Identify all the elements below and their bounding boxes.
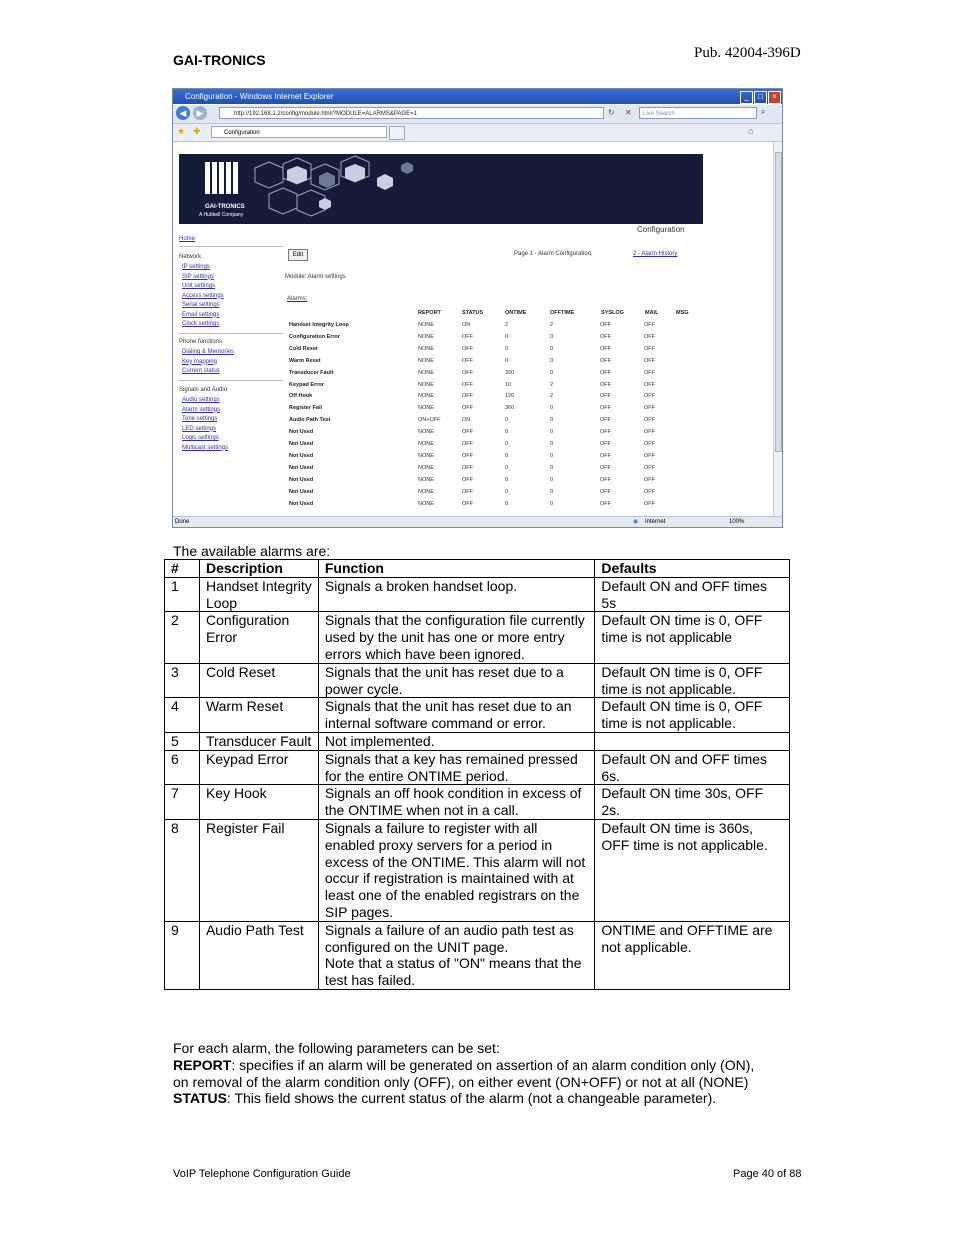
alarm-cell[interactable]: NONE	[418, 381, 434, 388]
cell-text: Signals a failure to register with all enabled proxy servers for a period in excess of the ONTIME. This alarm will not occur if registration is maintained with at least one of the enabled registrars on the SIP pages.	[324, 819, 586, 920]
table-cell	[595, 921, 790, 989]
footer-page-number: Page 40 of 88	[733, 1168, 802, 1180]
nav-link[interactable]: Email settings	[182, 311, 220, 318]
table-cell	[199, 750, 318, 785]
table-cell	[165, 663, 200, 698]
header-description: Description	[199, 560, 318, 578]
back-icon[interactable]: ◀	[176, 106, 190, 120]
table-cell	[199, 698, 318, 733]
alarm-cell[interactable]: NONE	[418, 452, 434, 459]
alarm-cell[interactable]: 2	[550, 393, 554, 400]
report-paragraph	[173, 1057, 773, 1091]
alarm-column-header: MSG	[676, 310, 689, 316]
table-cell	[318, 819, 594, 921]
nav-home-link[interactable]: Home	[179, 236, 196, 242]
table-cell	[595, 612, 790, 663]
alarm-cell[interactable]: OFF	[644, 333, 655, 340]
header-function: Function	[318, 560, 594, 578]
cell-text: Not implemented.	[324, 732, 435, 749]
alarm-cell[interactable]: 360	[505, 405, 515, 412]
alarm-cell[interactable]: 0	[550, 369, 554, 376]
alarm-cell[interactable]: OFF	[462, 345, 473, 352]
table-cell	[165, 612, 200, 663]
cell-text: Signals a broken handset loop.	[324, 577, 518, 594]
table-cell	[595, 819, 790, 921]
alarm-column-header: REPORT	[418, 310, 441, 316]
nav-link[interactable]: Unit settings	[182, 283, 216, 289]
alarm-cell[interactable]: 2	[550, 381, 554, 388]
table-row	[165, 577, 790, 612]
cell-text: Default ON and OFF times 6s.	[601, 750, 768, 784]
parameters-section	[173, 1040, 773, 1107]
logo-subtext: A Hubbell Company	[199, 212, 244, 218]
table-cell	[199, 921, 318, 989]
table-row	[165, 785, 790, 820]
alarm-cell[interactable]: 120	[505, 393, 515, 400]
alarm-cell[interactable]: OFF	[462, 452, 473, 459]
table-row	[165, 732, 790, 750]
cell-text: Default ON time is 0, OFF time is not applicable.	[601, 698, 763, 732]
cell-text: Handset Integrity Loop	[205, 577, 312, 611]
cell-text: Signals that the configuration file currently used by the unit has one or more entry errors which have been ignored.	[324, 612, 585, 662]
alarm-cell[interactable]: OFF	[462, 357, 473, 364]
table-cell	[318, 577, 594, 612]
alarm-cell[interactable]: 0	[505, 452, 509, 459]
alarm-cell[interactable]: ON+OFF	[418, 417, 441, 424]
alarm-cell[interactable]: 0	[505, 488, 509, 495]
internet-zone-icon: ◉	[633, 519, 639, 525]
table-cell	[165, 785, 200, 820]
alarm-cell[interactable]: NONE	[418, 476, 434, 483]
alarm-cell[interactable]: OFF	[600, 429, 611, 436]
table-row	[165, 921, 790, 989]
add-favorite-icon[interactable]: ✚	[193, 126, 201, 136]
alarm-column-header: MAIL	[645, 310, 659, 316]
alarm-cell[interactable]: OFF	[600, 500, 611, 507]
cell-text: 4	[171, 698, 179, 715]
nav-link[interactable]: Current status	[182, 368, 220, 374]
table-row	[165, 819, 790, 921]
table-cell	[199, 577, 318, 612]
page-title: Configuration	[637, 225, 685, 234]
nav-link[interactable]: Key mapping	[182, 358, 218, 365]
alarm-cell[interactable]: 0	[505, 464, 509, 471]
alarm-cell[interactable]: 0	[550, 357, 554, 364]
home-icon[interactable]: ⌂	[748, 126, 754, 136]
banner	[179, 154, 703, 224]
alarm-cell[interactable]: NONE	[418, 345, 434, 352]
alarm-cell[interactable]: 300	[505, 369, 515, 376]
table-cell	[199, 785, 318, 820]
table-cell	[165, 732, 200, 750]
logo-text: GAI-TRONICS	[205, 204, 245, 210]
scrollbar-thumb[interactable]	[775, 152, 782, 452]
alarm-cell[interactable]: OFF	[644, 322, 655, 328]
alarm-cell[interactable]: OFF	[462, 393, 473, 400]
forward-icon[interactable]: ▶	[193, 106, 207, 120]
cell-text: 6	[171, 750, 179, 767]
banner-cubes-graphic	[179, 154, 703, 224]
alarm-name: Not Used	[289, 452, 314, 459]
alarm-cell[interactable]: 0	[550, 476, 554, 483]
table-cell	[199, 732, 318, 750]
cell-text: 7	[171, 785, 179, 802]
table-row	[165, 750, 790, 785]
cell-text: Configuration Error	[205, 612, 290, 646]
page-content	[173, 142, 773, 516]
alarm-column-header: OFFTIME	[550, 310, 575, 316]
alarm-cell[interactable]: OFF	[600, 345, 611, 352]
status-text: Done	[175, 519, 190, 525]
alarm-cell[interactable]: OFF	[644, 500, 655, 507]
table-cell	[318, 921, 594, 989]
alarm-cell[interactable]: 0	[505, 333, 509, 340]
report-text: : specifies if an alarm will be generated on assertion of an alarm condition only (ON), on removal of the alarm condition only (OFF), on either event (ON+OFF) or not at all (NONE)	[173, 1056, 755, 1090]
alarm-cell[interactable]: OFF	[462, 500, 473, 507]
nav-link[interactable]: Serial settings	[182, 302, 220, 308]
alarm-cell[interactable]: NONE	[418, 357, 434, 364]
status-term: STATUS	[173, 1090, 227, 1107]
alarm-cell[interactable]: OFF	[600, 393, 611, 400]
zoom-level[interactable]: 100%	[729, 519, 745, 525]
alarm-cell[interactable]: OFF	[600, 417, 611, 424]
nav-link[interactable]: Tone settings	[182, 416, 218, 422]
header-number: #	[165, 560, 200, 578]
alarm-name: Off Hook	[289, 393, 313, 400]
table-cell	[165, 577, 200, 612]
nav-link[interactable]: Multicast settings	[182, 444, 229, 451]
search-icon[interactable]: ⌕	[761, 107, 766, 116]
alarm-cell[interactable]: NONE	[418, 405, 434, 412]
report-term: REPORT	[173, 1056, 232, 1073]
table-cell	[318, 698, 594, 733]
alarm-cell[interactable]: 0	[505, 500, 509, 507]
alarm-cell[interactable]: 0	[550, 345, 554, 352]
alarm-column-header: SYSLOG	[601, 310, 624, 316]
cell-text: Default ON and OFF times 5s	[601, 577, 768, 611]
maximize-icon[interactable]: □	[754, 91, 767, 104]
alarm-cell[interactable]: OFF	[600, 405, 611, 412]
alarm-name: Not Used	[289, 429, 314, 436]
cell-text: Default ON time is 360s, OFF time is not applicable.	[601, 819, 768, 853]
alarm-cell[interactable]: 10	[505, 381, 512, 388]
alarm-cell[interactable]: 0	[505, 417, 509, 424]
alarm-cell[interactable]: 2	[550, 322, 554, 328]
alarm-cell[interactable]: OFF	[644, 429, 655, 436]
alarm-cell[interactable]: 0	[550, 464, 554, 471]
alarm-cell[interactable]: OFF	[644, 381, 655, 388]
alarms-table	[164, 559, 790, 990]
alarm-cell[interactable]: NONE	[418, 322, 434, 328]
alarm-cell[interactable]: OFF	[644, 369, 655, 376]
alarm-column-header: ONTIME	[505, 310, 527, 316]
nav-link[interactable]: Alarm settings	[182, 406, 221, 413]
cell-text: 8	[171, 819, 179, 836]
alarm-cell[interactable]: OFF	[462, 476, 473, 483]
cell-text: Transducer Fault	[205, 732, 312, 749]
alarm-history-link[interactable]: 2 - Alarm History	[633, 251, 678, 257]
alarm-cell[interactable]: OFF	[462, 441, 473, 447]
alarm-cell[interactable]: 0	[505, 345, 509, 352]
cell-text: Default ON time is 0, OFF time is not applicable.	[601, 663, 763, 697]
nav-group-title: Network	[179, 254, 202, 260]
alarm-cell[interactable]: OFF	[462, 369, 473, 376]
alarm-cell[interactable]: NONE	[418, 393, 434, 400]
refresh-icon[interactable]: ↻	[608, 108, 615, 117]
cell-text: 2	[171, 612, 179, 629]
cell-text: Signals that the unit has reset due to an internal software command or error.	[324, 698, 572, 732]
alarm-cell[interactable]: 0	[550, 441, 554, 447]
alarm-name: Configuration Error	[289, 333, 341, 340]
alarm-cell[interactable]: OFF	[644, 488, 655, 495]
alarm-cell[interactable]: NONE	[418, 500, 434, 507]
table-cell	[199, 612, 318, 663]
cell-note: Note that a status of "ON" means that the test has failed.	[324, 955, 582, 989]
alarm-cell[interactable]: OFF	[462, 405, 473, 412]
alarm-cell[interactable]: OFF	[644, 357, 655, 364]
nav-link[interactable]: Audio settings	[182, 397, 220, 403]
alarm-cell[interactable]: OFF	[600, 441, 611, 447]
nav-group-title: Signals and Audio	[179, 387, 228, 393]
table-header-row	[165, 560, 790, 578]
vertical-scrollbar[interactable]	[773, 142, 783, 516]
alarm-cell[interactable]: OFF	[600, 322, 611, 328]
alarm-cell[interactable]: OFF	[600, 476, 611, 483]
alarm-name: Not Used	[289, 464, 314, 471]
alarm-name: Handset Integrity Loop	[289, 322, 349, 328]
footer-guide-title: VoIP Telephone Configuration Guide	[173, 1168, 351, 1180]
alarm-cell[interactable]: OFF	[644, 452, 655, 459]
header-defaults: Defaults	[595, 560, 790, 578]
cell-text: 5	[171, 732, 179, 749]
alarm-cell[interactable]: 0	[550, 405, 554, 412]
alarm-cell[interactable]: OFF	[600, 369, 611, 376]
alarm-cell[interactable]: NONE	[418, 369, 434, 376]
alarm-cell[interactable]: OFF	[462, 429, 473, 436]
alarm-cell[interactable]: 0	[550, 417, 554, 424]
alarm-cell[interactable]: ON	[462, 322, 471, 328]
stop-icon[interactable]: ✕	[625, 108, 632, 117]
table-cell	[165, 819, 200, 921]
cell-text: Signals that the unit has reset due to a power cycle.	[324, 663, 564, 697]
alarm-cell[interactable]: OFF	[644, 417, 655, 424]
alarm-cell[interactable]: OFF	[600, 464, 611, 471]
alarm-cell[interactable]: OFF	[462, 488, 473, 495]
tab-bar	[173, 124, 782, 142]
alarm-cell[interactable]: OFF	[462, 381, 473, 388]
nav-group-title: Phone functions	[179, 339, 223, 345]
cell-text: Default ON time is 0, OFF time is not applicable	[601, 612, 763, 646]
cell-text: Register Fail	[205, 819, 285, 836]
new-tab-button[interactable]	[389, 126, 405, 140]
alarm-cell[interactable]: NONE	[418, 333, 434, 340]
cell-text: Audio Path Test	[205, 921, 304, 938]
nav-link[interactable]: LED settings	[182, 425, 217, 432]
alarm-cell[interactable]: 0	[505, 429, 509, 436]
alarm-cell[interactable]: 0	[550, 488, 554, 495]
nav-separator	[179, 246, 283, 247]
table-row	[165, 612, 790, 663]
cell-text: Default ON time 30s, OFF 2s.	[601, 785, 764, 819]
alarm-cell[interactable]: OFF	[644, 476, 655, 483]
nav-separator	[179, 380, 283, 381]
window-title: Configuration - Windows Internet Explorer	[185, 92, 334, 101]
alarm-name: Not Used	[289, 488, 314, 495]
alarm-cell[interactable]: OFF	[644, 345, 655, 352]
alarm-name: Cold Reset	[289, 345, 318, 352]
alarm-name: Not Used	[289, 476, 314, 483]
alarm-cell[interactable]: OFF	[644, 464, 655, 471]
alarm-name: Audio Path Test	[289, 417, 331, 424]
nav-link[interactable]: IP settings	[182, 264, 210, 270]
cell-text: Signals a failure of an audio path test as configured on the UNIT page.	[324, 921, 574, 955]
table-cell	[595, 663, 790, 698]
alarm-cell[interactable]: OFF	[600, 452, 611, 459]
table-cell	[318, 663, 594, 698]
nav-link[interactable]: SIP settings	[182, 273, 214, 280]
nav-link[interactable]: Clock settings	[182, 321, 220, 327]
url-input[interactable]: http://192.168.1.2/config/module.html?MODULE=ALARMS&PAGE=1	[219, 107, 604, 119]
alarm-cell[interactable]: 0	[550, 333, 554, 340]
table-cell	[199, 819, 318, 921]
alarm-cell[interactable]: 0	[550, 500, 554, 507]
alarm-cell[interactable]: NONE	[418, 464, 434, 471]
cell-text: 9	[171, 921, 179, 938]
table-row	[165, 698, 790, 733]
table-cell	[595, 577, 790, 612]
alarm-name: Transducer Fault	[289, 369, 334, 376]
cell-text: 3	[171, 663, 179, 680]
table-cell	[595, 698, 790, 733]
nav-link[interactable]: Dialing & Memories	[182, 349, 235, 355]
module-label: Module: Alarm settings	[285, 274, 346, 280]
edit-button[interactable]: Edit	[288, 249, 308, 261]
status-zone: Internet	[645, 519, 666, 525]
favorites-star-icon[interactable]: ★	[177, 126, 186, 136]
status-bar	[173, 516, 782, 528]
alarm-cell[interactable]: OFF	[644, 441, 655, 447]
cell-text: Keypad Error	[205, 750, 289, 767]
table-cell	[595, 732, 790, 750]
alarm-cell[interactable]: 0	[505, 357, 509, 364]
table-cell	[595, 750, 790, 785]
table-cell	[318, 750, 594, 785]
alarm-cell[interactable]: OFF	[600, 333, 611, 340]
table-cell	[318, 785, 594, 820]
alarm-cell[interactable]: 0	[550, 452, 554, 459]
table-cell	[165, 921, 200, 989]
publication-number: Pub. 42004-396D	[694, 45, 801, 61]
close-icon[interactable]: ×	[768, 91, 781, 104]
table-row	[165, 663, 790, 698]
tab-configuration[interactable]: Configuration	[211, 126, 387, 138]
alarm-name: Warm Reset	[289, 357, 321, 364]
cell-text: Signals that a key has remained pressed for the entire ONTIME period.	[324, 750, 578, 784]
alarm-cell[interactable]: 2	[505, 322, 509, 328]
table-cell	[595, 785, 790, 820]
status-text: : This field shows the current status of the alarm (not a changeable parameter).	[226, 1090, 717, 1107]
alarm-name: Keypad Error	[289, 381, 324, 388]
cell-text: ONTIME and OFFTIME are not applicable.	[601, 921, 773, 955]
alarm-name: Not Used	[289, 500, 314, 507]
alarms-intro: The available alarms are:	[173, 543, 331, 559]
nav-link[interactable]: Logic settings	[182, 435, 219, 441]
alarms-label: Alarms:	[287, 296, 308, 302]
minimize-icon[interactable]: _	[740, 91, 753, 104]
alarm-cell[interactable]: 0	[505, 441, 509, 447]
cell-text: Signals an off hook condition in excess of the ONTIME when not in a call.	[324, 785, 582, 819]
alarm-column-header: STATUS	[462, 310, 484, 316]
window-titlebar	[173, 89, 782, 104]
alarm-name: Register Fail	[289, 405, 323, 412]
alarm-cell[interactable]: OFF	[462, 464, 473, 471]
nav-separator	[179, 333, 283, 334]
alarm-cell[interactable]: NONE	[418, 429, 434, 436]
alarm-cell[interactable]: NONE	[418, 441, 434, 447]
alarm-cell[interactable]: OFF	[600, 381, 611, 388]
cell-text: Key Hook	[205, 785, 267, 802]
table-cell	[165, 698, 200, 733]
status-paragraph	[173, 1090, 773, 1107]
alarm-cell[interactable]: 0	[550, 429, 554, 436]
params-intro: For each alarm, the following parameters can be set:	[173, 1040, 500, 1056]
browser-screenshot	[172, 88, 783, 528]
alarm-cell[interactable]: NONE	[418, 488, 434, 495]
cell-text: Cold Reset	[205, 663, 276, 680]
company-header: GAI-TRONICS	[173, 52, 266, 68]
page-info: Page 1 - Alarm Configuration,	[514, 251, 593, 257]
search-input[interactable]: Live Search	[639, 107, 757, 119]
alarm-cell[interactable]: 0	[505, 476, 509, 483]
cell-text: Warm Reset	[205, 698, 284, 715]
alarm-cell[interactable]: ON	[462, 417, 471, 424]
alarm-cell[interactable]: OFF	[644, 393, 655, 400]
nav-link[interactable]: Access settings	[182, 292, 224, 299]
alarm-cell[interactable]: OFF	[600, 488, 611, 495]
alarm-cell[interactable]: OFF	[462, 333, 473, 340]
table-cell	[318, 612, 594, 663]
table-cell	[165, 750, 200, 785]
alarm-cell[interactable]: OFF	[600, 357, 611, 364]
table-cell	[199, 663, 318, 698]
cell-text: 1	[171, 577, 179, 594]
alarm-cell[interactable]: OFF	[644, 405, 655, 412]
alarm-name: Not Used	[289, 441, 314, 447]
table-cell	[318, 732, 594, 750]
address-bar	[173, 105, 782, 124]
